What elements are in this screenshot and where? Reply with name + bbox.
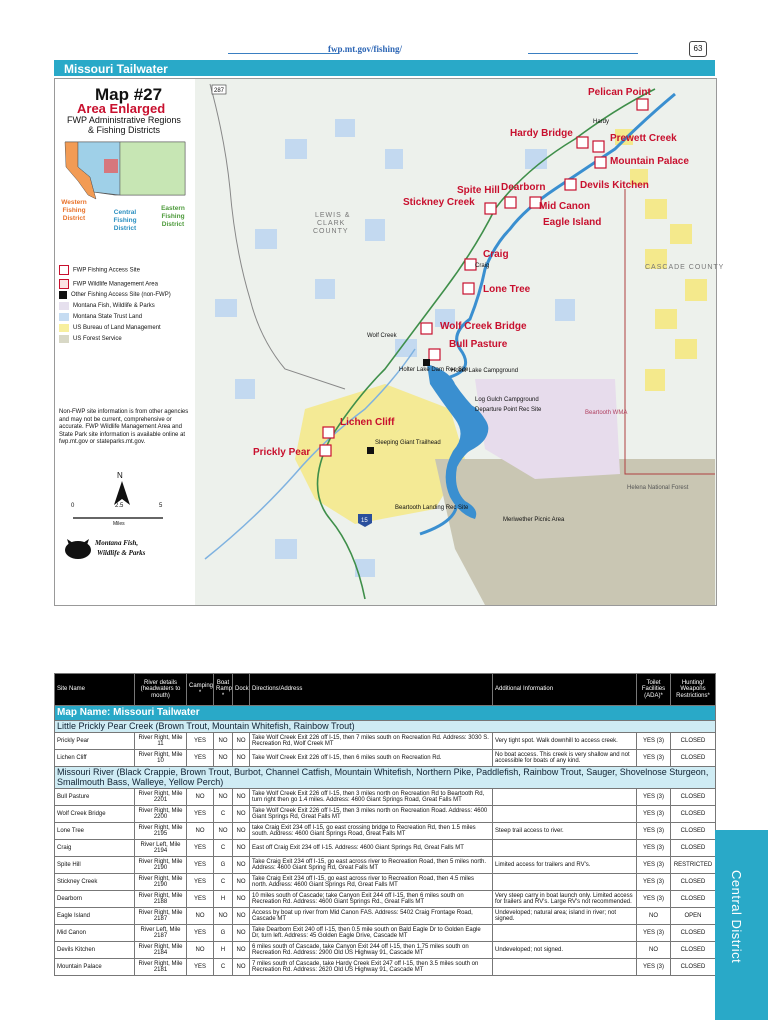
- district-eastern: [153, 205, 193, 228]
- cell-dock: NO: [233, 891, 250, 908]
- cell-info: [493, 925, 637, 942]
- label-craig-town: Craig: [475, 263, 490, 269]
- cell-toilet: YES (3): [637, 806, 671, 823]
- cell-hunting: CLOSED: [671, 959, 716, 976]
- legend-label: FWP Wildlife Management Area: [73, 281, 158, 288]
- cell-directions: 6 miles south of Cascade, take Canyon Exit 244 off I-15, then 1.75 miles south on Recreation Rd. Address: 2900 Old US Highway 91, Cascade MT: [250, 942, 493, 959]
- district-western-2: Fishing: [62, 206, 86, 214]
- cell-hunting: CLOSED: [671, 840, 716, 857]
- header-url[interactable]: fwp.mt.gov/fishing/: [327, 44, 402, 54]
- cell-ramp: C: [214, 959, 233, 976]
- map-name-row: [55, 706, 716, 721]
- cell-site: Lone Tree: [55, 823, 135, 840]
- section-row: [55, 721, 716, 733]
- cell-dock: NO: [233, 942, 250, 959]
- cell-toilet: YES (3): [637, 789, 671, 806]
- col-header: Site Name: [55, 674, 135, 706]
- col-header: Dock: [233, 674, 250, 706]
- state-trust-swatch: [59, 313, 69, 321]
- fwp-fas-icon: [59, 265, 69, 275]
- cell-site: Stickney Creek: [55, 874, 135, 891]
- cell-toilet: YES (3): [637, 750, 671, 767]
- fas-label-wolf-creek-bridge: Wolf Creek Bridge: [440, 321, 527, 332]
- cell-camping: YES: [187, 806, 214, 823]
- cell-dock: NO: [233, 925, 250, 942]
- cell-ramp: NO: [214, 908, 233, 925]
- table-row: [55, 840, 716, 857]
- cell-camping: YES: [187, 959, 214, 976]
- scale-bar: [67, 513, 197, 523]
- district-central-1: Central: [113, 209, 137, 216]
- label-departure-point: Departure Point Rec Site: [475, 407, 542, 413]
- fas-label-eagle-island: Eagle Island: [543, 217, 602, 228]
- cell-directions: take Craig Exit 234 off I-15, go east crossing bridge to Recreation Rd, then 1.5 miles south. Address: 4600 Giant Springs Road, Great Falls MT: [250, 823, 493, 840]
- fas-label-prewett-creek: Prewett Creek: [610, 133, 677, 144]
- cell-dock: NO: [233, 857, 250, 874]
- label-beartooth-landing: Beartooth Landing Rec Site: [395, 505, 469, 511]
- cell-ramp: C: [214, 874, 233, 891]
- table-row: [55, 857, 716, 874]
- legend-list: [59, 265, 193, 345]
- legend-item-fwp-wma: [59, 279, 193, 291]
- col-header: Boat Ramp *: [214, 674, 233, 706]
- fas-label-hardy-bridge: Hardy Bridge: [510, 128, 573, 139]
- cell-dock: NO: [233, 908, 250, 925]
- table-row: [55, 942, 716, 959]
- cascade-county-label: CASCADE COUNTY: [645, 264, 725, 271]
- fas-icon[interactable]: [421, 323, 432, 334]
- cell-toilet: YES (3): [637, 925, 671, 942]
- cell-camping: YES: [187, 840, 214, 857]
- cell-ramp: NO: [214, 823, 233, 840]
- cell-site: Lichen Cliff: [55, 750, 135, 767]
- cell-camping: YES: [187, 750, 214, 767]
- cell-site: Bull Pasture: [55, 789, 135, 806]
- cell-toilet: YES (3): [637, 840, 671, 857]
- fas-icon[interactable]: [593, 141, 604, 152]
- fas-icon[interactable]: [323, 427, 334, 438]
- table-row: [55, 891, 716, 908]
- fas-icon[interactable]: [429, 349, 440, 360]
- cell-site: Devils Kitchen: [55, 942, 135, 959]
- table-row: [55, 733, 716, 750]
- usfs-swatch: [59, 335, 69, 343]
- fas-label-craig: Craig: [483, 249, 509, 260]
- fwp-logo-icon: [63, 537, 93, 561]
- cell-directions: Take Wolf Creek Exit 226 off I-15, then 3 miles north on Recreation Rd to Beartooth Rd, turn right then go 1.4 miles. Address: 4600 Giant Springs Road, Great Falls MT: [250, 789, 493, 806]
- cell-directions: 10 miles south of Cascade; take Canyon Exit 244 off I-15, then 6 miles south on Recreation Rd. Address: 4600 Giant Springs Rd., Great Falls MT: [250, 891, 493, 908]
- fas-icon[interactable]: [320, 445, 331, 456]
- cell-info: [493, 789, 637, 806]
- cell-ramp: H: [214, 891, 233, 908]
- logo-text-2: Wildlife & Parks: [97, 549, 146, 557]
- fas-icon[interactable]: [505, 197, 516, 208]
- cell-ramp: NO: [214, 733, 233, 750]
- section-cell: Missouri River (Black Crappie, Brown Trout, Burbot, Channel Catfish, Mountain Whitefish, Northern Pike, Paddlefish, Rainbow Trout, Sauger, Shovelnose Sturgeon, Smallmouth Bass, Walleye, Yellow Perch): [55, 767, 716, 789]
- fas-label-dearborn: Dearborn: [501, 182, 546, 193]
- cell-camping: NO: [187, 908, 214, 925]
- regions-title-2: & Fishing Districts: [87, 125, 160, 135]
- fas-label-stickney-creek: Stickney Creek: [403, 197, 475, 208]
- cell-hunting: CLOSED: [671, 874, 716, 891]
- fas-label-prickly-pear: Prickly Pear: [253, 447, 311, 458]
- fas-icon[interactable]: [485, 203, 496, 214]
- cell-hunting: CLOSED: [671, 925, 716, 942]
- cell-camping: YES: [187, 925, 214, 942]
- cell-hunting: RESTRICTED: [671, 857, 716, 874]
- cell-ramp: G: [214, 857, 233, 874]
- cell-directions: Take Wolf Creek Exit 226 off I-15, then 7 miles south on Recreation Rd. Address: 3030 S. Recreation Rd, Wolf Creek MT: [250, 733, 493, 750]
- cell-ramp: NO: [214, 789, 233, 806]
- cell-river: River Left, Mile 2194: [135, 840, 187, 857]
- other-fas-icon: [59, 291, 67, 299]
- cell-camping: YES: [187, 857, 214, 874]
- cell-dock: NO: [233, 733, 250, 750]
- map-subtitle: Area Enlarged: [77, 101, 166, 116]
- legend-label: US Forest Service: [73, 336, 122, 343]
- district-eastern-2: Fishing: [161, 212, 185, 220]
- header-rule-right: [528, 53, 638, 54]
- cell-toilet: NO: [637, 908, 671, 925]
- col-header: Toilet Facilities (ADA)*: [637, 674, 671, 706]
- label-holter-dam: Holter Lake Dam Rec Site: [399, 367, 469, 373]
- legend-item-blm: [59, 323, 193, 334]
- cell-river: River Right, Mile 2195: [135, 823, 187, 840]
- fas-label-pelican-point: Pelican Point: [588, 87, 651, 98]
- cell-info: Undeveloped; not signed.: [493, 942, 637, 959]
- other-fas-icon: [423, 359, 430, 366]
- fishing-access-table: [54, 673, 716, 976]
- label-meriwether: Meriwether Picnic Area: [503, 517, 565, 523]
- cell-directions: Take Wolf Creek Exit 226 off I-15, then 6 miles south on Recreation Rd.: [250, 750, 493, 767]
- county-label-3: COUNTY: [313, 228, 349, 235]
- fas-label-devils-kitchen: Devils Kitchen: [580, 180, 649, 191]
- label-helena-forest: Helena National Forest: [627, 485, 689, 491]
- side-tab-label: Central District: [729, 870, 744, 964]
- district-western: [53, 199, 95, 222]
- cell-dock: NO: [233, 823, 250, 840]
- table-row: [55, 789, 716, 806]
- cell-hunting: CLOSED: [671, 823, 716, 840]
- fas-label-mountain-palace: Mountain Palace: [610, 156, 689, 167]
- interstate-15-label: 15: [361, 518, 368, 524]
- cell-site: Mountain Palace: [55, 959, 135, 976]
- cell-toilet: NO: [637, 942, 671, 959]
- district-western-1: Western: [61, 199, 87, 206]
- cell-site: Craig: [55, 840, 135, 857]
- scale-5: 5: [159, 503, 163, 509]
- section-title: Missouri Tailwater: [64, 62, 168, 76]
- cell-directions: Access by boat up river from Mid Canon FAS. Address: 5402 Craig Frontage Road, Cascade MT: [250, 908, 493, 925]
- cell-dock: NO: [233, 959, 250, 976]
- cell-info: Limited access for trailers and RV's.: [493, 857, 637, 874]
- table-row: [55, 925, 716, 942]
- cell-river: River Left, Mile 2187: [135, 925, 187, 942]
- fas-icon[interactable]: [637, 99, 648, 110]
- district-central-3: District: [113, 224, 137, 232]
- district-central: [105, 209, 145, 232]
- label-beartooth-wma: Beartooth WMA: [585, 410, 628, 416]
- cell-toilet: YES (3): [637, 959, 671, 976]
- scale-unit: Miles: [113, 521, 125, 527]
- scale-0: 0: [71, 503, 75, 509]
- cell-dock: NO: [233, 840, 250, 857]
- county-label-1: LEWIS &: [315, 212, 351, 219]
- cell-directions: Take Craig Exit 234 off I-15, go east across river to Recreation Road, then 4.5 miles north. Address: 4600 Giant Springs Rd, Great Falls MT: [250, 874, 493, 891]
- legend-label: US Bureau of Land Management: [73, 325, 161, 332]
- cell-toilet: YES (3): [637, 874, 671, 891]
- district-eastern-1: Eastern: [161, 205, 185, 212]
- table-row: [55, 874, 716, 891]
- logo-text-1: Montana Fish,: [95, 539, 139, 547]
- cell-ramp: NO: [214, 750, 233, 767]
- legend-label: Other Fishing Access Site (non-FWP): [71, 292, 171, 299]
- cell-ramp: C: [214, 840, 233, 857]
- cell-info: [493, 806, 637, 823]
- district-central-2: Fishing: [113, 216, 137, 224]
- cell-dock: NO: [233, 750, 250, 767]
- cell-directions: 7 miles south of Cascade, take Hardy Creek Exit 247 off I-15, then 3.5 miles south on Recreation Rd. Address: 2620 Old US Highway 91, Cascade MT: [250, 959, 493, 976]
- legend-item-state-trust: [59, 312, 193, 323]
- cell-river: River Right, Mile 2200: [135, 806, 187, 823]
- map-note: Non-FWP site information is from other agencies and may not be current, comprehensive or accurate. FWP Wildlife Management Area and State Park site information is available online at fwp.mt.gov or stateparks.mt.gov.: [59, 409, 189, 445]
- cell-ramp: C: [214, 806, 233, 823]
- cell-ramp: H: [214, 942, 233, 959]
- cell-toilet: YES (3): [637, 733, 671, 750]
- highway-287-label: 287: [214, 88, 225, 94]
- cell-directions: Take Wolf Creek Exit 226 off I-15, then 3 miles north on Recreation Road. Address: 4600 Giant Springs Rd, Great Falls MT: [250, 806, 493, 823]
- cell-info: Very tight spot. Walk downhill to access creek.: [493, 733, 637, 750]
- cell-river: River Right, Mile 2201: [135, 789, 187, 806]
- label-log-gulch: Log Gulch Campground: [475, 397, 539, 403]
- fas-icon[interactable]: [595, 157, 606, 168]
- cell-hunting: CLOSED: [671, 942, 716, 959]
- cell-toilet: YES (3): [637, 891, 671, 908]
- cell-river: River Right, Mile 2187: [135, 908, 187, 925]
- legend-item-other-fas: [59, 290, 193, 301]
- other-fas-icon: [367, 447, 374, 454]
- cell-dock: NO: [233, 874, 250, 891]
- table-row: [55, 750, 716, 767]
- forest-service-area: [435, 459, 715, 605]
- county-label-2: CLARK: [317, 220, 346, 227]
- cell-river: River Right, Mile 2190: [135, 874, 187, 891]
- label-wolf-creek: Wolf Creek: [367, 333, 397, 339]
- fas-label-lichen-cliff: Lichen Cliff: [340, 417, 395, 428]
- cell-hunting: CLOSED: [671, 806, 716, 823]
- cell-info: [493, 840, 637, 857]
- cell-info: [493, 959, 637, 976]
- cell-hunting: CLOSED: [671, 789, 716, 806]
- cell-info: Very steep carry in boat launch only. Limited access for trailers and RV's. Large RV's not recommended.: [493, 891, 637, 908]
- cell-dock: NO: [233, 789, 250, 806]
- cell-camping: NO: [187, 823, 214, 840]
- label-hardy: Hardy: [593, 119, 610, 125]
- fas-label-lone-tree: Lone Tree: [483, 284, 531, 295]
- cell-site: Mid Canon: [55, 925, 135, 942]
- map-title: Map #27: [95, 85, 163, 104]
- cell-river: River Right, Mile 10: [135, 750, 187, 767]
- section-cell: Little Prickly Pear Creek (Brown Trout, Mountain Whitefish, Rainbow Trout): [55, 721, 716, 733]
- cell-info: No boat access. This creek is very shallow and not accessible for boats of any kind.: [493, 750, 637, 767]
- cell-directions: East off Craig Exit 234 off I-15. Address: 4600 Giant Springs Rd, Great Falls MT: [250, 840, 493, 857]
- cell-dock: NO: [233, 806, 250, 823]
- fas-icon[interactable]: [577, 137, 588, 148]
- map-panel[interactable]: [54, 78, 725, 606]
- cell-river: River Right, Mile 11: [135, 733, 187, 750]
- col-header: Camping *: [187, 674, 214, 706]
- regions-title-1: FWP Administrative Regions: [67, 115, 181, 125]
- page-number: 63: [689, 41, 707, 57]
- col-header: Additional Information: [493, 674, 637, 706]
- table-row: [55, 959, 716, 976]
- fas-label-spite-hill: Spite Hill: [457, 185, 500, 196]
- table-header-row: [55, 674, 716, 706]
- cell-river: River Right, Mile 2184: [135, 942, 187, 959]
- cell-hunting: OPEN: [671, 908, 716, 925]
- table-row: [55, 806, 716, 823]
- blm-swatch: [59, 324, 69, 332]
- col-header: Directions/Address: [250, 674, 493, 706]
- fas-icon[interactable]: [565, 179, 576, 190]
- cell-river: River Right, Mile 2188: [135, 891, 187, 908]
- map-name-cell: Map Name: Missouri Tailwater: [55, 706, 716, 721]
- legend-item-fwp-fas: [59, 265, 193, 277]
- cell-ramp: G: [214, 925, 233, 942]
- fas-label-bull-pasture: Bull Pasture: [449, 339, 508, 350]
- label-holter-campground: Holter Lake Campground: [451, 368, 519, 374]
- cell-hunting: CLOSED: [671, 733, 716, 750]
- cell-camping: YES: [187, 891, 214, 908]
- cell-directions: Take Craig Exit 234 off I-15, go east across river to Recreation Road, then 5 miles north. Address: 4600 Giant Spring Rd, Great Falls MT: [250, 857, 493, 874]
- district-eastern-3: District: [161, 220, 185, 228]
- cell-info: [493, 874, 637, 891]
- cell-site: Spite Hill: [55, 857, 135, 874]
- table-row: [55, 823, 716, 840]
- mfwp-swatch: [59, 302, 69, 310]
- cell-river: River Right, Mile 2181: [135, 959, 187, 976]
- cell-site: Wolf Creek Bridge: [55, 806, 135, 823]
- north-label: N: [117, 471, 123, 480]
- col-header: River details (headwaters to mouth): [135, 674, 187, 706]
- legend-label: Montana State Trust Land: [73, 314, 143, 321]
- cell-site: Prickly Pear: [55, 733, 135, 750]
- cell-hunting: CLOSED: [671, 750, 716, 767]
- cell-river: River Right, Mile 2190: [135, 857, 187, 874]
- col-header: Hunting/ Weapons Restrictions*: [671, 674, 716, 706]
- cell-toilet: YES (3): [637, 823, 671, 840]
- cell-site: Eagle Island: [55, 908, 135, 925]
- section-title-band: [54, 60, 715, 76]
- cell-site: Dearborn: [55, 891, 135, 908]
- district-side-tab: [715, 830, 768, 1020]
- cell-toilet: YES (3): [637, 857, 671, 874]
- cell-info: Undeveloped; natural area; island in river; not signed.: [493, 908, 637, 925]
- wma-icon: [59, 279, 69, 289]
- cell-hunting: CLOSED: [671, 891, 716, 908]
- cell-camping: YES: [187, 874, 214, 891]
- legend-item-mfwp: [59, 301, 193, 312]
- cell-directions: Take Dearborn Exit 240 off I-15, then 0.5 mile south on Bald Eagle Dr to Golden Eagle Dr, turn left. Address: 45 Golden Eagle Drive, Cascade MT: [250, 925, 493, 942]
- fas-label-mid-canon: Mid Canon: [539, 201, 591, 212]
- cell-camping: YES: [187, 733, 214, 750]
- scale-2-5: 2.5: [115, 503, 124, 509]
- cell-camping: NO: [187, 789, 214, 806]
- legend-item-usfs: [59, 334, 193, 345]
- legend-label: Montana Fish, Wildlife & Parks: [73, 303, 155, 310]
- legend-label: FWP Fishing Access Site: [73, 267, 140, 274]
- cell-camping: NO: [187, 942, 214, 959]
- cell-info: Steep trail access to river.: [493, 823, 637, 840]
- district-western-3: District: [62, 214, 86, 222]
- fas-icon[interactable]: [463, 283, 474, 294]
- legend-panel: [55, 79, 195, 605]
- section-row: [55, 767, 716, 789]
- label-sleeping-giant: Sleeping Giant Trailhead: [375, 440, 441, 446]
- table-row: [55, 908, 716, 925]
